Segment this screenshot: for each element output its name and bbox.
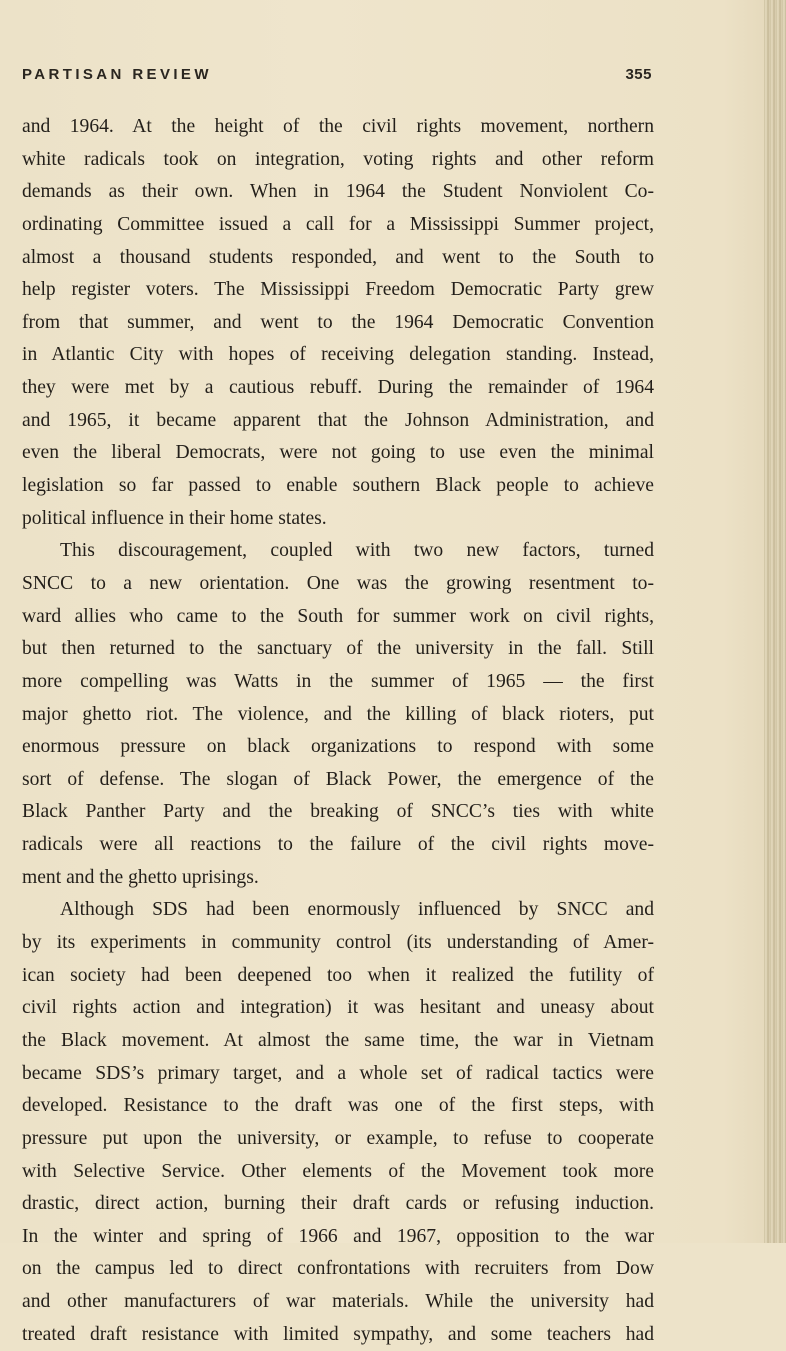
text-line: ment and the ghetto uprisings. bbox=[22, 866, 259, 888]
text-line: civil rights action and integration) it was hesitant and uneasy about bbox=[22, 997, 654, 1019]
text-line: the Black movement. At almost the same time, the war in Vietnam bbox=[22, 1029, 654, 1051]
text-line: from that summer, and went to the 1964 Democratic Convention bbox=[22, 311, 654, 333]
text-line: even the liberal Democrats, were not going to use even the minimal bbox=[22, 442, 654, 464]
text-line: major ghetto riot. The violence, and the killing of black rioters, put bbox=[22, 703, 654, 725]
text-line: white radicals took on integration, voting rights and other reform bbox=[22, 148, 654, 170]
paragraph bbox=[22, 535, 654, 894]
text-line: sort of defense. The slogan of Black Power, the emergence of the bbox=[22, 768, 654, 790]
text-line: developed. Resistance to the draft was one of the first steps, with bbox=[22, 1095, 654, 1117]
text-line: help register voters. The Mississippi Freedom Democratic Party grew bbox=[22, 279, 654, 301]
text-line: ward allies who came to the South for summer work on civil rights, bbox=[22, 605, 654, 627]
text-line: SNCC to a new orientation. One was the growing resentment to- bbox=[22, 572, 654, 594]
journal-title: PARTISAN REVIEW bbox=[22, 66, 212, 83]
text-line: on the campus led to direct confrontations with recruiters from Dow bbox=[22, 1258, 654, 1280]
paragraph bbox=[22, 111, 654, 535]
text-line: pressure put upon the university, or example, to refuse to cooperate bbox=[22, 1127, 654, 1149]
text-line: became SDS’s primary target, and a whole set of radical tactics were bbox=[22, 1062, 654, 1084]
text-line: Although SDS had been enormously influenced by SNCC and bbox=[60, 899, 654, 921]
paragraph bbox=[22, 894, 654, 1351]
text-line: and 1964. At the height of the civil rights movement, northern bbox=[22, 116, 654, 137]
text-line: by its experiments in community control (its understanding of Amer- bbox=[22, 932, 654, 954]
text-line: legislation so far passed to enable southern Black people to achieve bbox=[22, 475, 654, 497]
text-line: radicals were all reactions to the failure of the civil rights move- bbox=[22, 834, 654, 856]
text-line: This discouragement, coupled with two new factors, turned bbox=[60, 540, 654, 562]
text-line: In the winter and spring of 1966 and 1967, opposition to the war bbox=[22, 1225, 654, 1247]
text-line: and other manufacturers of war materials. While the university had bbox=[22, 1291, 654, 1313]
text-line: political influence in their home states. bbox=[22, 507, 327, 529]
text-line: drastic, direct action, burning their draft cards or refusing induction. bbox=[22, 1193, 654, 1215]
running-head bbox=[22, 66, 652, 88]
text-line: almost a thousand students responded, and went to the South to bbox=[22, 246, 654, 268]
text-line: ican society had been deepened too when it realized the futility of bbox=[22, 964, 654, 986]
text-line: they were met by a cautious rebuff. During the remainder of 1964 bbox=[22, 377, 654, 399]
text-line: Black Panther Party and the breaking of SNCC’s ties with white bbox=[22, 801, 654, 823]
page-number: 355 bbox=[625, 66, 652, 83]
text-line: in Atlantic City with hopes of receiving delegation standing. Instead, bbox=[22, 344, 654, 366]
text-line: enormous pressure on black organizations to respond with some bbox=[22, 736, 654, 758]
text-line: treated draft resistance with limited sympathy, and some teachers had bbox=[22, 1323, 654, 1345]
body-text bbox=[22, 111, 654, 1351]
text-line: with Selective Service. Other elements of the Movement took more bbox=[22, 1160, 654, 1182]
book-spine-edge bbox=[764, 0, 786, 1243]
text-line: and 1965, it became apparent that the Johnson Administration, and bbox=[22, 409, 654, 431]
text-line: demands as their own. When in 1964 the Student Nonviolent Co- bbox=[22, 181, 654, 203]
text-line: ordinating Committee issued a call for a Mississippi Summer project, bbox=[22, 213, 654, 235]
text-line: more compelling was Watts in the summer of 1965 — the first bbox=[22, 670, 654, 692]
text-line: but then returned to the sanctuary of the university in the fall. Still bbox=[22, 638, 654, 660]
